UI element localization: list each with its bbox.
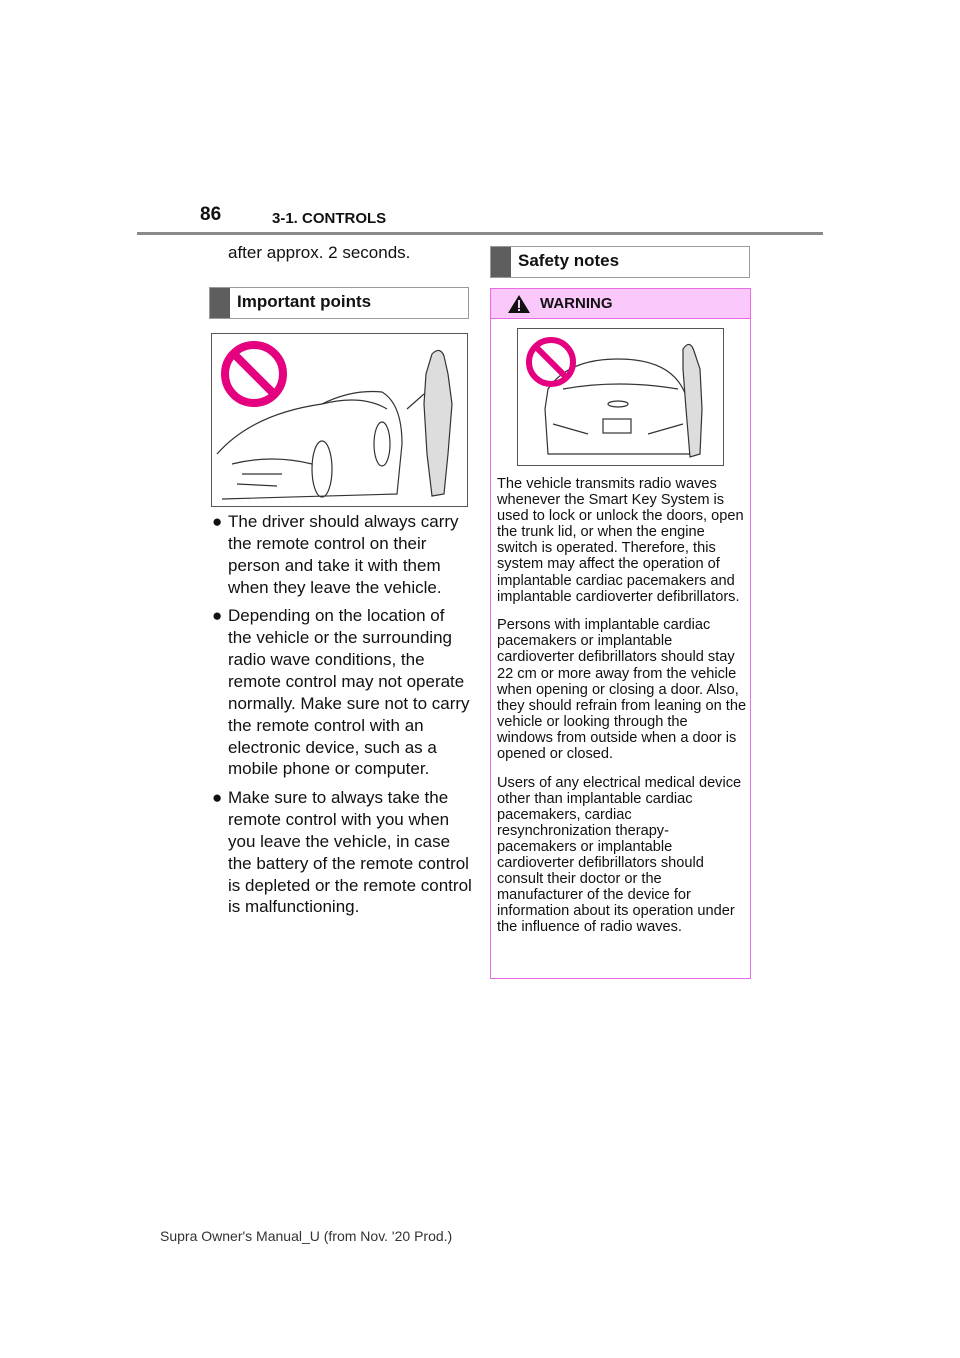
- page-number: 86: [200, 204, 222, 225]
- prohibited-icon: [529, 340, 573, 384]
- heading-text: Safety notes: [518, 251, 620, 270]
- continued-text: after approx. 2 seconds.: [228, 243, 411, 262]
- heading-text: Important points: [237, 292, 372, 311]
- bullet-list: [212, 511, 472, 925]
- warning-paragraph: Persons with implantable cardiac pacemakers or implantable cardioverter defibrillators should stay 22 cm or more away from the vehicle when opening or closing a door. Also, they should refrain from leaning on the vehicle or looking through the windows from outside when a door is opened or closed.: [497, 617, 747, 762]
- warning-text: [497, 476, 747, 948]
- section-title: 3-1. CONTROLS: [272, 210, 387, 227]
- bullet-text: The driver should always carry the remote control on their person and take it with them when they leave the vehicle.: [228, 512, 459, 597]
- safety-notes-heading: [490, 246, 750, 278]
- warning-header: [491, 289, 750, 319]
- heading-bar: [210, 288, 230, 318]
- prohibited-icon: [225, 345, 283, 403]
- bullet-icon: ●: [212, 606, 223, 626]
- bullet-item: [212, 605, 472, 780]
- bullet-item: [212, 511, 472, 599]
- warning-triangle-icon: [507, 294, 531, 314]
- warning-title: WARNING: [540, 295, 613, 312]
- warning-paragraph: Users of any electrical medical device other than implantable cardiac pacemakers, cardiac resynchronization therapy-pacemakers or implantable cardioverter defibrillators should consult their doctor or the manufacturer of the device for information about its operation under the influence of radio waves.: [497, 774, 742, 936]
- page-footer: Supra Owner's Manual_U (from Nov. '20 Prod.): [160, 1228, 453, 1244]
- bullet-icon: ●: [212, 512, 223, 531]
- heading-bar: [491, 247, 511, 277]
- bullet-text: Depending on the location of the vehicle or the surrounding radio wave conditions, the remote control may not operate normally. Make sure not to carry the remote control with an electronic device, such as a mobile phone or computer.: [228, 606, 470, 779]
- bullet-text: Make sure to always take the remote control with you when you leave the vehicle, in case the battery of the remote control is depleted or the remote control is malfunctioning.: [228, 787, 472, 917]
- header-rule: [137, 232, 823, 235]
- bullet-item: [212, 787, 472, 918]
- car-side-illustration: [211, 333, 468, 507]
- bullet-icon: ●: [212, 787, 223, 807]
- warning-box: [490, 288, 751, 979]
- warning-paragraph: The vehicle transmits radio waves whenever the Smart Key System is used to lock or unlock the doors, open the trunk lid, or when the engine switch is operated. Therefore, this system may affect the operation of implantable cardiac pacemakers and implantable cardioverter defibrillators.: [497, 476, 744, 605]
- important-points-heading: [209, 287, 469, 319]
- car-front-illustration: [517, 328, 724, 466]
